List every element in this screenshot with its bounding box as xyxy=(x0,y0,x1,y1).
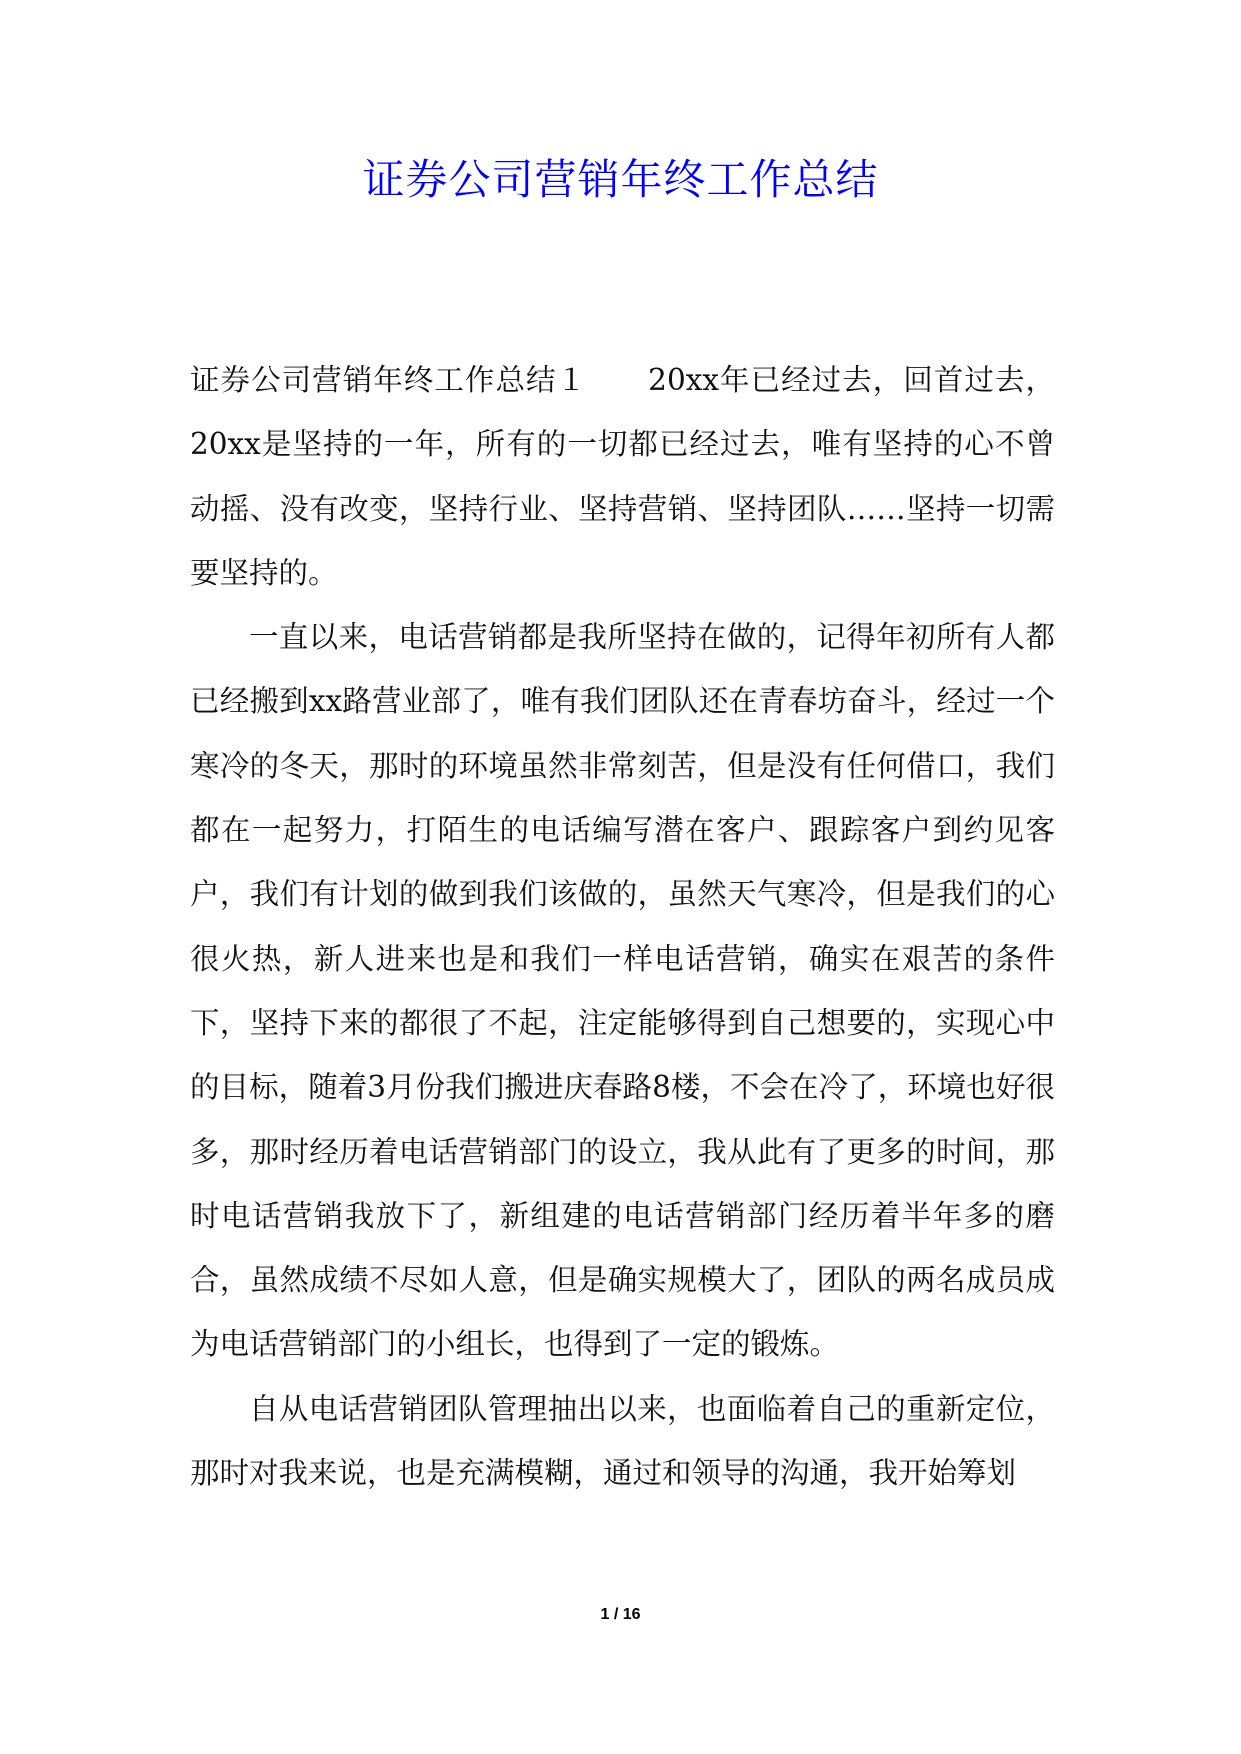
document-body xyxy=(190,348,1055,1505)
document-title: 证券公司营销年终工作总结 xyxy=(362,155,879,204)
page-number: 1 / 16 xyxy=(600,1606,641,1623)
paragraph-1: 证券公司营销年终工作总结１ 20xx年已经过去，回首过去，20xx是坚持的一年，所有的一切都已经过去，唯有坚持的心不曾动摇、没有改变，坚持行业、坚持营销、坚持团队……坚持一切需要坚持的。 xyxy=(190,363,1055,590)
paragraph-3: 自从电话营销团队管理抽出以来，也面临着自己的重新定位，那时对我来说，也是充满模糊，通过和领导的沟通，我开始筹划 xyxy=(190,1391,1055,1491)
paragraph-2: 一直以来，电话营销都是我所坚持在做的，记得年初所有人都已经搬到xx路营业部了，唯有我们团队还在青春坊奋斗，经过一个寒冷的冬天，那时的环境虽然非常刻苦，但是没有任何借口，我们都在一起努力，打陌生的电话编写潜在客户、跟踪客户到约见客户，我们有计划的做到我们该做的，虽然天气寒冷，但是我们的心很火热，新人进来也是和我们一样电话营销，确实在艰苦的条件下，坚持下来的都很了不起，注定能够得到自己想要的，实现心中的目标，随着3月份我们搬进庆春路8楼，不会在冷了，环境也好很多，那时经历着电话营销部门的设立，我从此有了更多的时间，那时电话营销我放下了，新组建的电话营销部门经历着半年多的磨合，虽然成绩不尽如人意，但是确实规模大了，团队的两名成员成为电话营销部门的小组长，也得到了一定的锻炼。 xyxy=(190,620,1055,1362)
